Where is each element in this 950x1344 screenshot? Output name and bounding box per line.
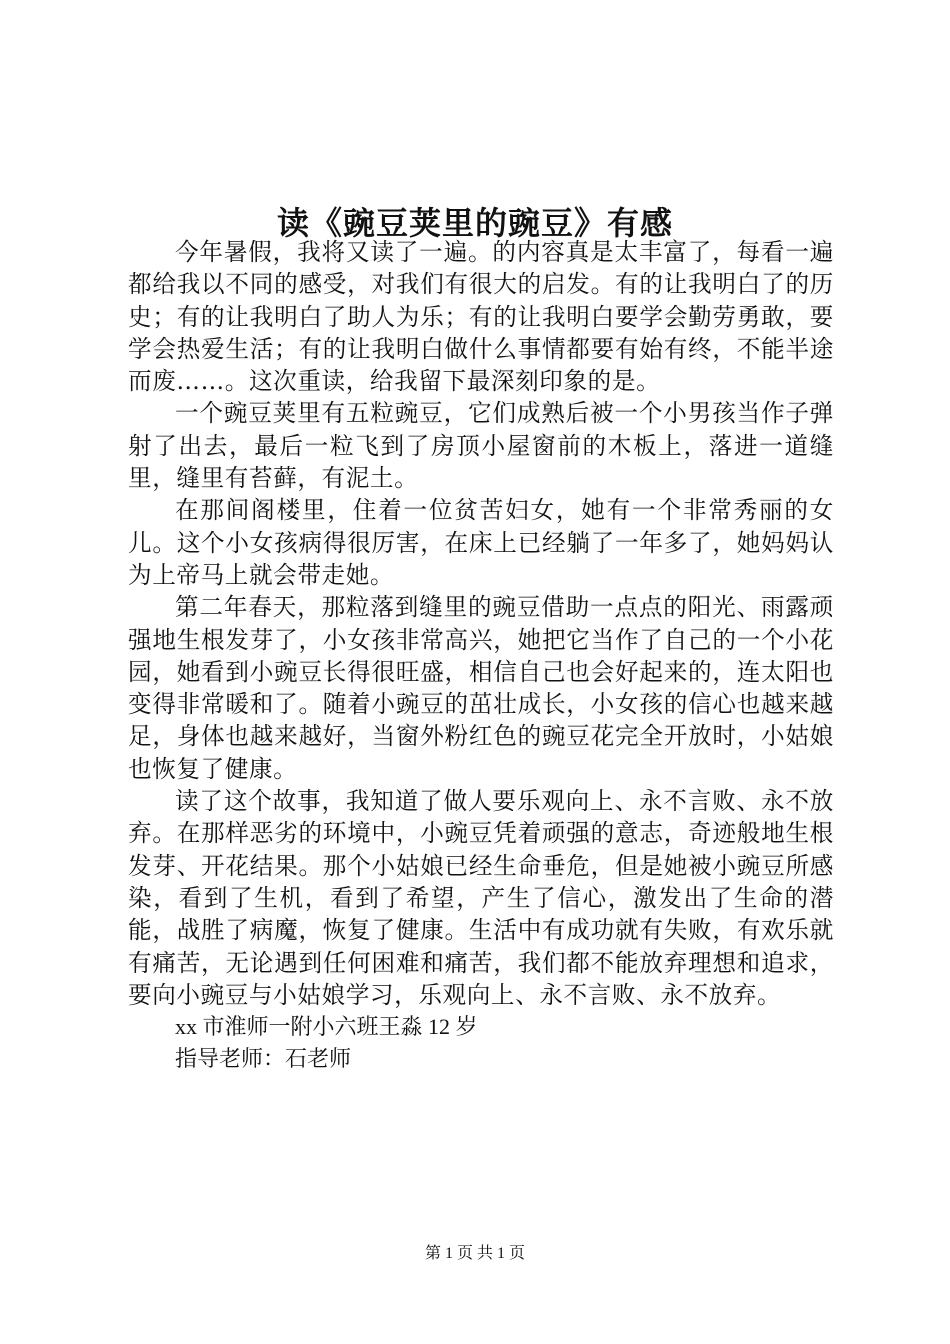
paragraph-4: 第二年春天，那粒落到缝里的豌豆借助一点点的阳光、雨露顽强地生根发芽了，小女孩非常高兴，她把它当作了自己的一个小花园，她看到小豌豆长得很旺盛，相信自己也会好起来的，连太阳也变得非常暖和了。随着小豌豆的茁壮成长，小女孩的信心也越来越足，身体也越来越好，当窗外粉红色的豌豆花完全开放时，小姑娘也恢复了健康。	[128, 593, 834, 783]
teacher-line: 指导老师：石老师	[175, 1046, 352, 1072]
document-title: 读《豌豆荚里的豌豆》有感	[276, 204, 673, 243]
document-body	[128, 236, 834, 1076]
paragraph-2: 一个豌豆荚里有五粒豌豆，它们成熟后被一个小男孩当作子弹射了出去，最后一粒飞到了房顶小屋窗前的木板上，落进一道缝里，缝里有苔藓，有泥土。	[128, 399, 834, 493]
paragraph-3: 在那间阁楼里，住着一位贫苦妇女，她有一个非常秀丽的女儿。这个小女孩病得很厉害，在床上已经躺了一年多了，她妈妈认为上帝马上就会带走她。	[128, 496, 834, 589]
paragraph-5: 读了这个故事，我知道了做人要乐观向上、永不言败、永不放弃。在那样恶劣的环境中，小豌豆凭着顽强的意志，奇迹般地生根发芽、开花结果。那个小姑娘已经生命垂危，但是她被小豌豆所感染，看到了生机，看到了希望，产生了信心，激发出了生命的潜能，战胜了病魔，恢复了健康。生活中有成功就有失败，有欢乐就有痛苦，无论遇到任何困难和痛苦，我们都不能放弃理想和追求，要向小豌豆与小姑娘学习，乐观向上、永不言败、永不放弃。	[128, 787, 834, 1009]
paragraph-1: 今年暑假，我将又读了一遍。的内容真是太丰富了，每看一遍都给我以不同的感受，对我们有很大的启发。有的让我明白了的历史；有的让我明白了助人为乐；有的让我明白要学会勤劳勇敢，要学会热爱生活；有的让我明白做什么事情都要有始有终，不能半途而废……。这次重读，给我留下最深刻印象的是。	[128, 238, 834, 396]
author-line: xx 市淮师一附小六班王淼 12 岁	[175, 1014, 478, 1040]
page-number: 第 1 页 共 1 页	[424, 1245, 525, 1262]
